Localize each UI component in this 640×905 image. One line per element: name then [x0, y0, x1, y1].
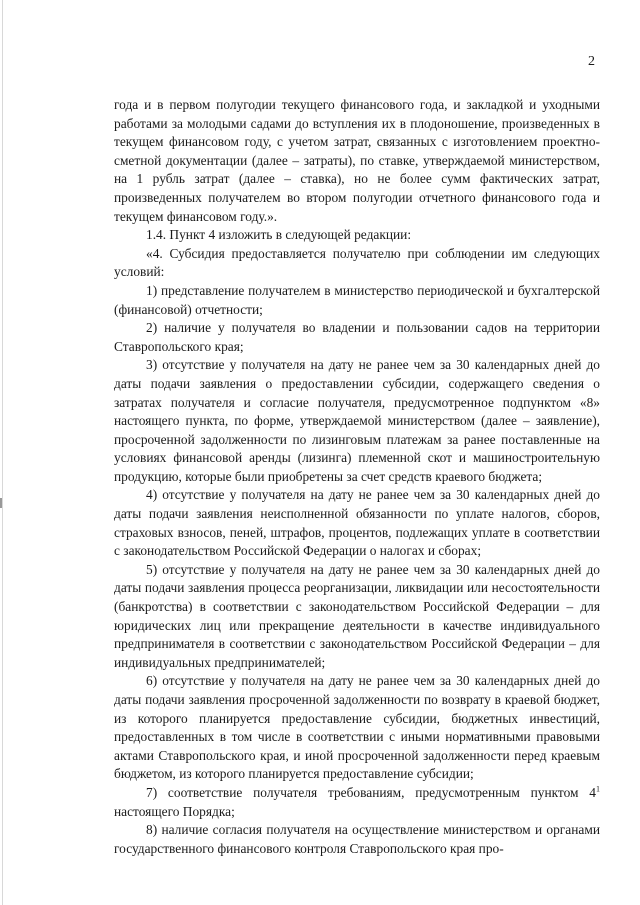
paragraph-condition-3: 3) отсутствие у получателя на дату не ранее чем за 30 календарных дней до даты подачи заявления о предоставлении субсидии, содержащего сведения о затратах получателя и согласие получателя, предусмотренное подпунктом «8» настоящего пункта, по форме, утверждаемой министерством (далее – заявление), просроченной задолженности по лизинговым платежам за ранее поставленные на условиях финансовой аренды (лизинга) племенной скот и машиностроительную продукцию, которые были приобретены за счет средств краевого бюджета;	[114, 357, 600, 484]
body-text	[114, 96, 600, 858]
paragraph-point-4: «4. Субсидия предоставляется получателю при соблюдении им следующих условий:	[114, 245, 600, 280]
scan-mark	[0, 498, 2, 508]
condition-7-tail: настоящего Порядка;	[114, 803, 235, 819]
paragraph-amendment-heading: 1.4. Пункт 4 изложить в следующей редакции:	[146, 227, 412, 243]
scan-edge-line	[2, 0, 3, 905]
paragraph-condition-8: 8) наличие согласия получателя на осуществление министерством и органами государственного финансового контроля Ставропольского края про-	[114, 822, 600, 856]
page-number: 2	[588, 54, 595, 69]
paragraph-condition-1: 1) представление получателем в министерство периодической и бухгалтерской (финансовой) отчетности;	[114, 282, 600, 317]
paragraph-condition-5: 5) отсутствие у получателя на дату не ранее чем за 30 календарных дней до даты подачи заявления процесса реорганизации, ликвидации или несостоятельности (банкротства) в соответствии с законодательством Российской Федерации – для юридических лиц или прекращение деятельности в качестве индивидуального предпринимателя в соответствии с законодательством Российской Федерации – для индивидуальных предпринимателей;	[114, 561, 600, 670]
paragraph-continuation: года и в первом полугодии текущего финансового года, и закладкой и уходными работами за молодыми садами до вступления их в плодоношение, произведенных в текущем финансовом году, с учетом затрат, связанных с изготовлением проектно-сметной документации (далее – затраты), по ставке, утверждаемой министерством, на 1 рубль затрат (далее – ставка), но не более сумм фактических затрат, произведенных получателем во втором полугодии отчетного финансового года и текущем финансовом году.».	[114, 97, 600, 224]
paragraph-condition-6: 6) отсутствие у получателя на дату не ранее чем за 30 календарных дней до даты подачи заявления просроченной задолженности по возврату в краевой бюджет, из которого планируется предоставление субсидии, бюджетных инвестиций, предоставленных в том числе в соответствии с иными нормативными правовыми актами Ставропольского края, и иной просроченной задолженности перед краевым бюджетом, из которого планируется предоставление субсидии;	[114, 673, 600, 782]
condition-7-text: 7) соответствие получателя требованиям, предусмотренным пунктом 4	[146, 784, 596, 800]
paragraph-condition-4: 4) отсутствие у получателя на дату не ранее чем за 30 календарных дней до даты подачи заявления неисполненной обязанности по уплате налогов, сборов, страховых взносов, пеней, штрафов, процентов, подлежащих уплате в соответствии с законодательством Российской Федерации о налогах и сборах;	[114, 487, 600, 559]
paragraph-condition-7	[114, 784, 600, 821]
footnote-mark: 1	[596, 784, 600, 794]
paragraph-condition-2: 2) наличие у получателя во владении и пользовании садов на территории Ставропольского края;	[114, 320, 600, 354]
